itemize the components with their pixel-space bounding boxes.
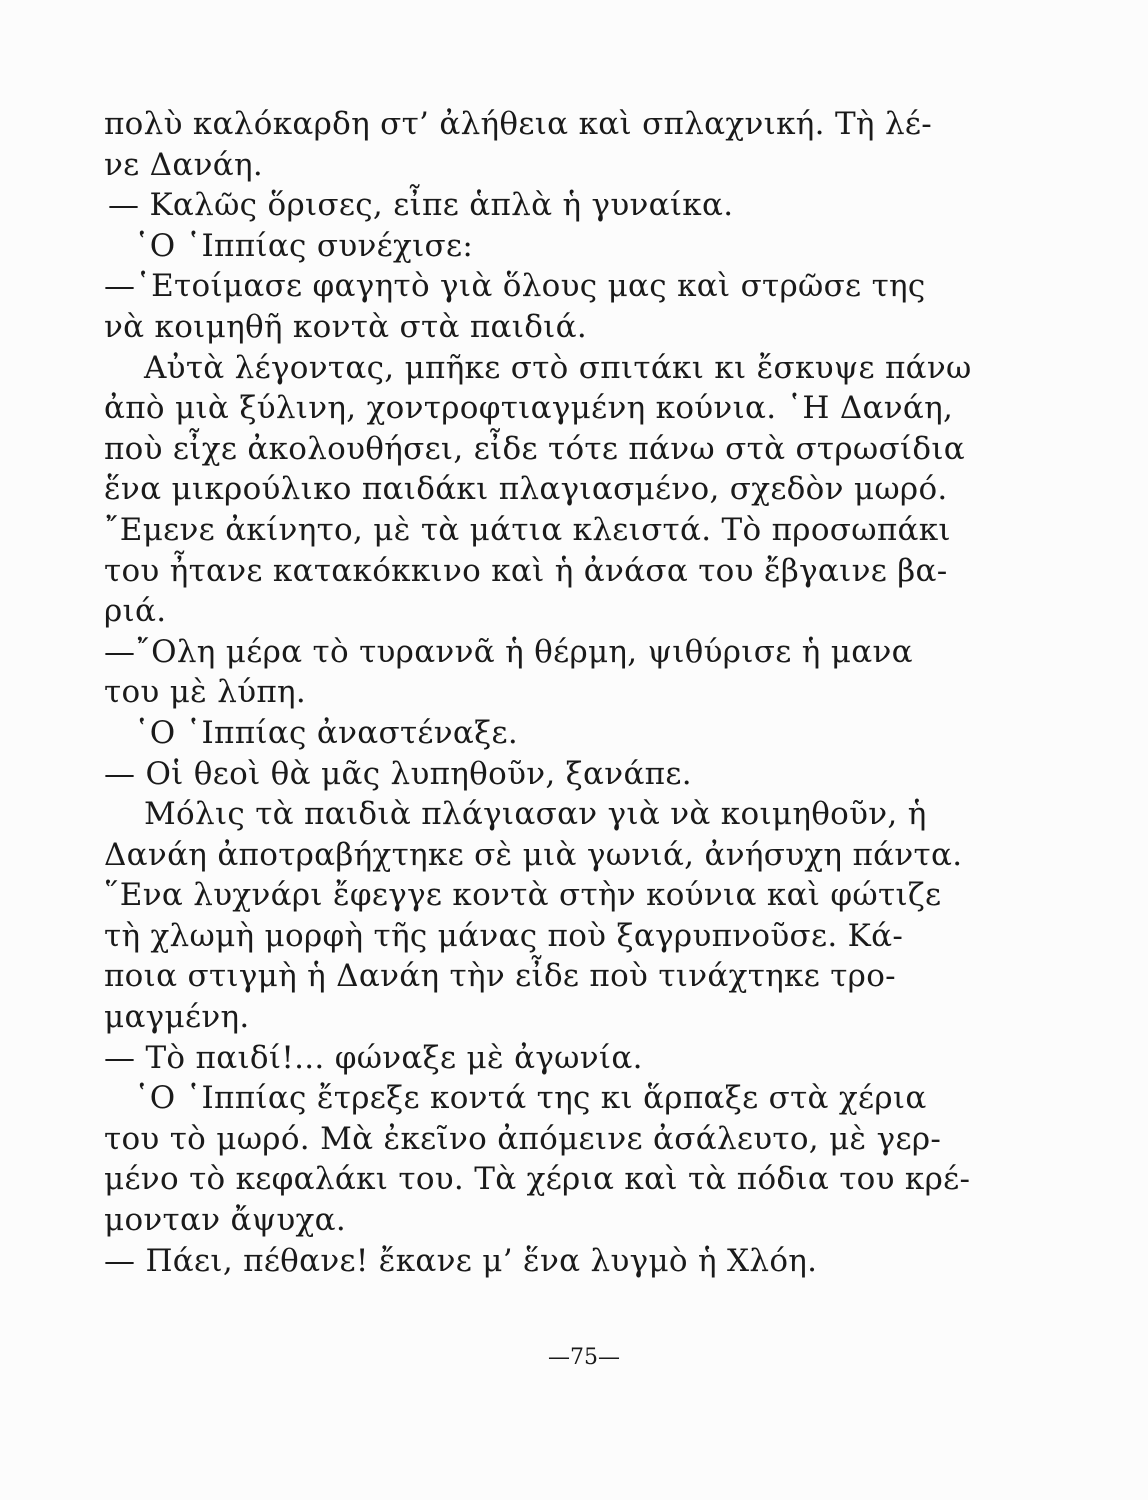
text-line: — Καλῶς ὅρισες, εἶπε ἁπλὰ ἡ γυναίκα. [108, 187, 734, 224]
text-line: τὴ χλωμὴ μορφὴ τῆς μάνας ποὺ ξαγρυπνοῦσε. Κά- [104, 917, 904, 954]
page-number: —75— [548, 1345, 620, 1370]
text-line: μονταν ἄψυχα. [104, 1202, 347, 1239]
text-line: μαγμένη. [104, 999, 250, 1036]
text-line: νε Δανάη. [104, 146, 263, 183]
text-line: — Πάει, πέθανε! ἔκανε μ’ ἕνα λυγμὸ ἡ Χλόη. [104, 1242, 818, 1279]
text-line: ῞Ενα λυχνάρι ἔφεγγε κοντὰ στὴν κούνια καὶ φώτιζε [104, 877, 942, 914]
text-line: του τὸ μωρό. Μὰ ἐκεῖνο ἀπόμεινε ἀσάλευτο, μὲ γερ- [104, 1120, 942, 1157]
text-line: ποια στιγμὴ ἡ Δανάη τὴν εἶδε ποὺ τινάχτηκε τρο- [104, 958, 896, 995]
text-line: νὰ κοιμηθῆ κοντὰ στὰ παιδιά. [104, 308, 588, 345]
text-line: Μόλις τὰ παιδιὰ πλάγιασαν γιὰ νὰ κοιμηθοῦν, ἡ [144, 796, 927, 833]
text-line: —῾Ετοίμασε φαγητὸ γιὰ ὅλους μας καὶ στρῶσε της [104, 268, 926, 305]
text-line: — Τὸ παιδί!... φώναξε μὲ ἀγωνία. [104, 1039, 643, 1076]
text-line: ῾Ο ῾Ιππίας ἀναστέναξε. [134, 714, 519, 751]
text-line: —῎Ολη μέρα τὸ τυραννᾶ ἡ θέρμη, ψιθύρισε ἡ μανα [104, 633, 913, 670]
text-line: του μὲ λύπη. [104, 674, 307, 711]
text-line: ῎Εμενε ἀκίνητο, μὲ τὰ μάτια κλειστά. Τὸ προσωπάκι [104, 511, 951, 548]
text-line: ἕνα μικρούλικο παιδάκι πλαγιασμένο, σχεδὸν μωρό. [104, 471, 948, 508]
text-line: ῾Ο ῾Ιππίας ἔτρεξε κοντά της κι ἅρπαξε στὰ χέρια [134, 1080, 927, 1117]
text-line: ποὺ εἶχε ἀκολουθήσει, εἶδε τότε πάνω στὰ στρωσίδια [104, 430, 966, 467]
text-line: ῾Ο ῾Ιππίας συνέχισε: [134, 227, 474, 264]
page-text [104, 104, 972, 1281]
text-line: μένο τὸ κεφαλάκι του. Τὰ χέρια καὶ τὰ πόδια του κρέ- [104, 1161, 971, 1198]
text-line: πολὺ καλόκαρδη στ’ ἀλήθεια καὶ σπλαχνική. Τὴ λέ- [104, 106, 933, 142]
text-line: του ἦτανε κατακόκκινο καὶ ἡ ἀνάσα του ἔβγαινε βα- [104, 552, 948, 589]
text-line: Αὐτὰ λέγοντας, μπῆκε στὸ σπιτάκι κι ἔσκυψε πάνω [144, 349, 972, 386]
text-line: — Οἱ θεοὶ θὰ μᾶς λυπηθοῦν, ξανάπε. [104, 755, 692, 792]
text-line: ριά. [104, 593, 167, 630]
text-line: ἀπὸ μιὰ ξύλινη, χοντροφτιαγμένη κούνια. ῾Η Δανάη, [104, 390, 954, 427]
text-line: Δανάη ἀποτραβήχτηκε σὲ μιὰ γωνιά, ἀνήσυχη πάντα. [104, 836, 963, 873]
